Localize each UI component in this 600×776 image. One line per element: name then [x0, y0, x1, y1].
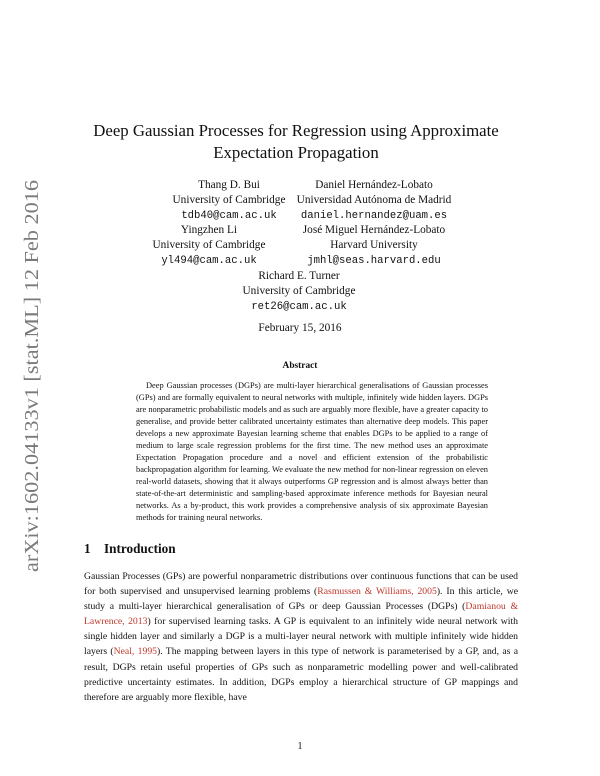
abstract-heading: Abstract: [282, 361, 318, 371]
author-affiliation: Universidad Autónoma de Madrid: [296, 194, 452, 207]
author-card: [164, 178, 294, 224]
author-name: Richard E. Turner: [258, 270, 340, 282]
intro-text: ) for supervised learning tasks. A GP is equivalent to an infinitely wide neural network with single hidden layer and similarly a DGP is a multi-layer neural network with multiple infinitely wide hidden layers (: [84, 616, 518, 658]
author-name: Daniel Hernández-Lobato: [315, 179, 433, 191]
publication-date: February 15, 2016: [258, 322, 342, 334]
author-card: [144, 223, 274, 269]
author-affiliation: University of Cambridge: [152, 239, 266, 252]
abstract-text: Deep Gaussian processes (DGPs) are multi-layer hierarchical generalisations of Gaussian processes (GPs) and are formally equivalent to neural networks with multiple, infinitely wide hidden layers. DGPs are nonparametric probabilistic models and as such are arguably more flexible, have a greater capacity to generalise, and provide better calibrated uncertainty estimates than alternative deep models. This paper develops a new approximate Bayesian learning scheme that enables DGPs to be applied to a range of medium to large scale regression problems for the first time. The new method uses an approximate Expectation Propagation procedure and a novel and efficient extension of the probabilistic backpropagation algorithm for learning. We evaluate the new method for non-linear regression on eleven real-world datasets, showing that it always outperforms GP regression and is almost always better than state-of-the-art deterministic and sampling-based approximate inference methods for Bayesian neural networks. As a by-product, this work provides a comprehensive analysis of six approximate Bayesian methods for training neural networks.: [136, 381, 488, 522]
author-email: yl494@cam.ac.uk: [161, 254, 257, 267]
arxiv-identifier-stamp: [6, 178, 56, 572]
author-name: Thang D. Bui: [198, 179, 260, 191]
author-card: [224, 269, 374, 315]
intro-text: ). The mapping between layers in this type of network is parameterised by a GP, and, as a result, DGPs retain useful properties of GPs such as nonparametric modelling power and well-calibrated predictive uncertainty estimates. In addition, DGPs employ a hierarchical structure of GP mappings and therefore are arguably more flexible, have: [84, 646, 518, 703]
author-card: [284, 178, 464, 224]
paper-title: Deep Gaussian Processes for Regression using Approximate Expectation Propagation: [93, 121, 499, 162]
author-email: ret26@cam.ac.uk: [251, 300, 347, 313]
author-affiliation: University of Cambridge: [172, 194, 286, 207]
page-number: 1: [297, 741, 303, 752]
author-email: tdb40@cam.ac.uk: [181, 209, 277, 222]
introduction-paragraph: [84, 569, 518, 705]
author-email: daniel.hernandez@uam.es: [300, 209, 448, 222]
author-name: José Miguel Hernández-Lobato: [302, 224, 446, 236]
arxiv-stamp-text: arXiv:1602.04133v1 [stat.ML] 12 Feb 2016: [21, 211, 43, 572]
author-email: jmhl@seas.harvard.edu: [307, 254, 441, 267]
author-affiliation: University of Cambridge: [242, 285, 356, 298]
author-affiliation: Harvard University: [330, 239, 418, 252]
section-title: Introduction: [104, 541, 176, 556]
author-card: [284, 223, 464, 269]
intro-text: ). In this article, we study a multi-layer hierarchical generalisation of GPs or deep Gaussian Processes (DGPs) (: [84, 586, 519, 613]
section-heading: [84, 541, 176, 557]
intro-text: Gaussian Processes (GPs) are powerful nonparametric distributions over continuous functions that can be used for both supervised and unsupervised learning problems (: [84, 571, 518, 598]
citation-link[interactable]: Rasmussen & Williams, 2005: [317, 586, 437, 598]
author-name: Yingzhen Li: [180, 224, 238, 236]
section-number: 1: [84, 541, 91, 556]
citation-link[interactable]: Neal, 1995: [113, 646, 158, 658]
citation-link[interactable]: Damianou & Lawrence, 2013: [84, 601, 518, 628]
